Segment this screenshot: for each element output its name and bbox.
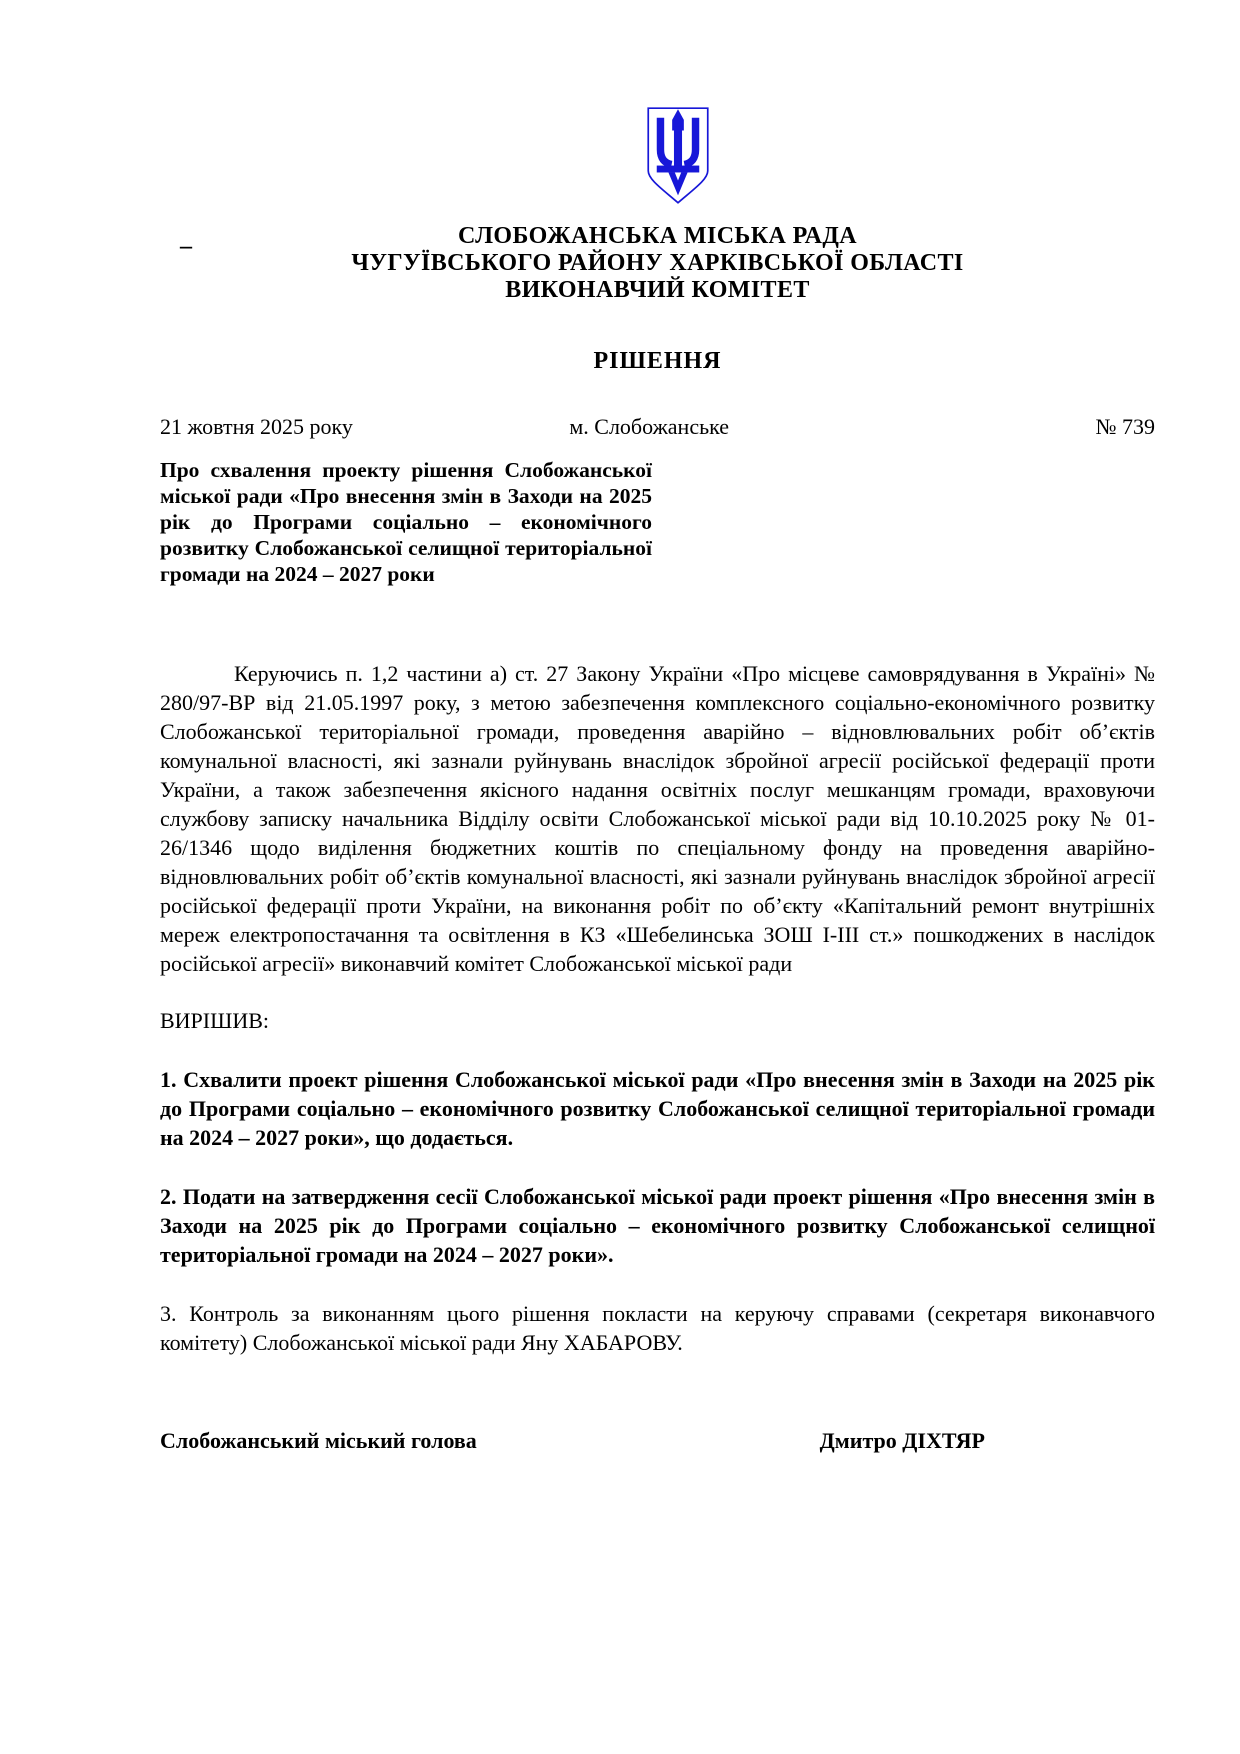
decision-item-1: 1. Схвалити проект рішення Слобожанської міської ради «Про внесення змін в Заходи на 2025 рік до Програми соціально – економічного розвитку Слобожанської селищної територіальної громади на 2024 – 2027 роки», що додається. <box>160 1067 1155 1150</box>
preamble-paragraph: Керуючись п. 1,2 частини а) ст. 27 Закону України «Про місцеве самоврядування в Україні» № 280/97-ВР від 21.05.1997 року, з метою забезпечення комплексного соціально-економічного розвитку Слобожанської територіальної громади, проведення аварійно – відновлювальних робіт об’єктів комунальної власності, які зазнали руйнувань внаслідок збройної агресії російської федерації проти України, а також забезпечення якісного надання освітніх послуг мешканцям громади, враховуючи службову записку начальника Відділу освіти Слобожанської міської ради від 10.10.2025 року № 01-26/1346 щодо виділення бюджетних коштів по спеціальному фонду на проведення аварійно-відновлювальних робіт об’єктів комунальної власності, які зазнали руйнувань внаслідок збройної агресії російської федерації проти України, на виконання робіт по об’єкту «Капітальний ремонт внутрішніх мереж електропостачання та освітлення в КЗ «Шебелинська ЗОШ І-ІІІ ст.» пошкоджених в наслідок російської агресії» виконавчий комітет Слобожанської міської ради <box>160 661 1155 976</box>
organization-name-block <box>160 223 1155 304</box>
org-name-line1: СЛОБОЖАНСЬКА МІСЬКА РАДА <box>457 223 857 249</box>
stray-underscore-mark: _ <box>180 225 192 251</box>
document-date: 21 жовтня 2025 року <box>160 414 353 439</box>
dateline-row <box>160 413 1155 440</box>
signature-row <box>160 1427 1155 1454</box>
signature-position: Слобожанський міський голова <box>160 1428 477 1453</box>
document-place: м. Слобожанське <box>569 414 730 439</box>
decision-item-2: 2. Подати на затвердження сесії Слобожанської міської ради проект рішення «Про внесення змін в Заходи на 2025 рік до Програми соціально – економічного розвитку Слобожанської селищної територіальної громади на 2024 – 2027 роки». <box>160 1184 1155 1267</box>
emblem-container <box>180 105 1175 207</box>
document-type-title: РІШЕННЯ <box>593 348 722 374</box>
ukraine-trident-icon <box>643 105 713 207</box>
subject-paragraph: Про схвалення проекту рішення Слобожанської міської ради «Про внесення змін в Заходи на 2025 рік до Програми соціально – економічного розвитку Слобожанської селищної територіальної громади на 2024 – 2027 роки <box>160 458 652 586</box>
org-name-line3: ВИКОНАВЧИЙ КОМІТЕТ <box>505 277 810 303</box>
signature-name: Дмитро ДІХТЯР <box>819 1428 985 1453</box>
document-number: № 739 <box>1095 414 1155 439</box>
resolved-label: ВИРІШИВ: <box>160 1008 269 1033</box>
org-name-line2: ЧУГУЇВСЬКОГО РАЙОНУ ХАРКІВСЬКОЇ ОБЛАСТІ <box>351 250 964 276</box>
document-content <box>160 0 1155 1454</box>
decision-item-3: 3. Контроль за виконанням цього рішення покласти на керуючу справами (секретаря виконавчого комітету) Слобожанської міської ради Яну ХАБАРОВУ. <box>160 1301 1155 1355</box>
